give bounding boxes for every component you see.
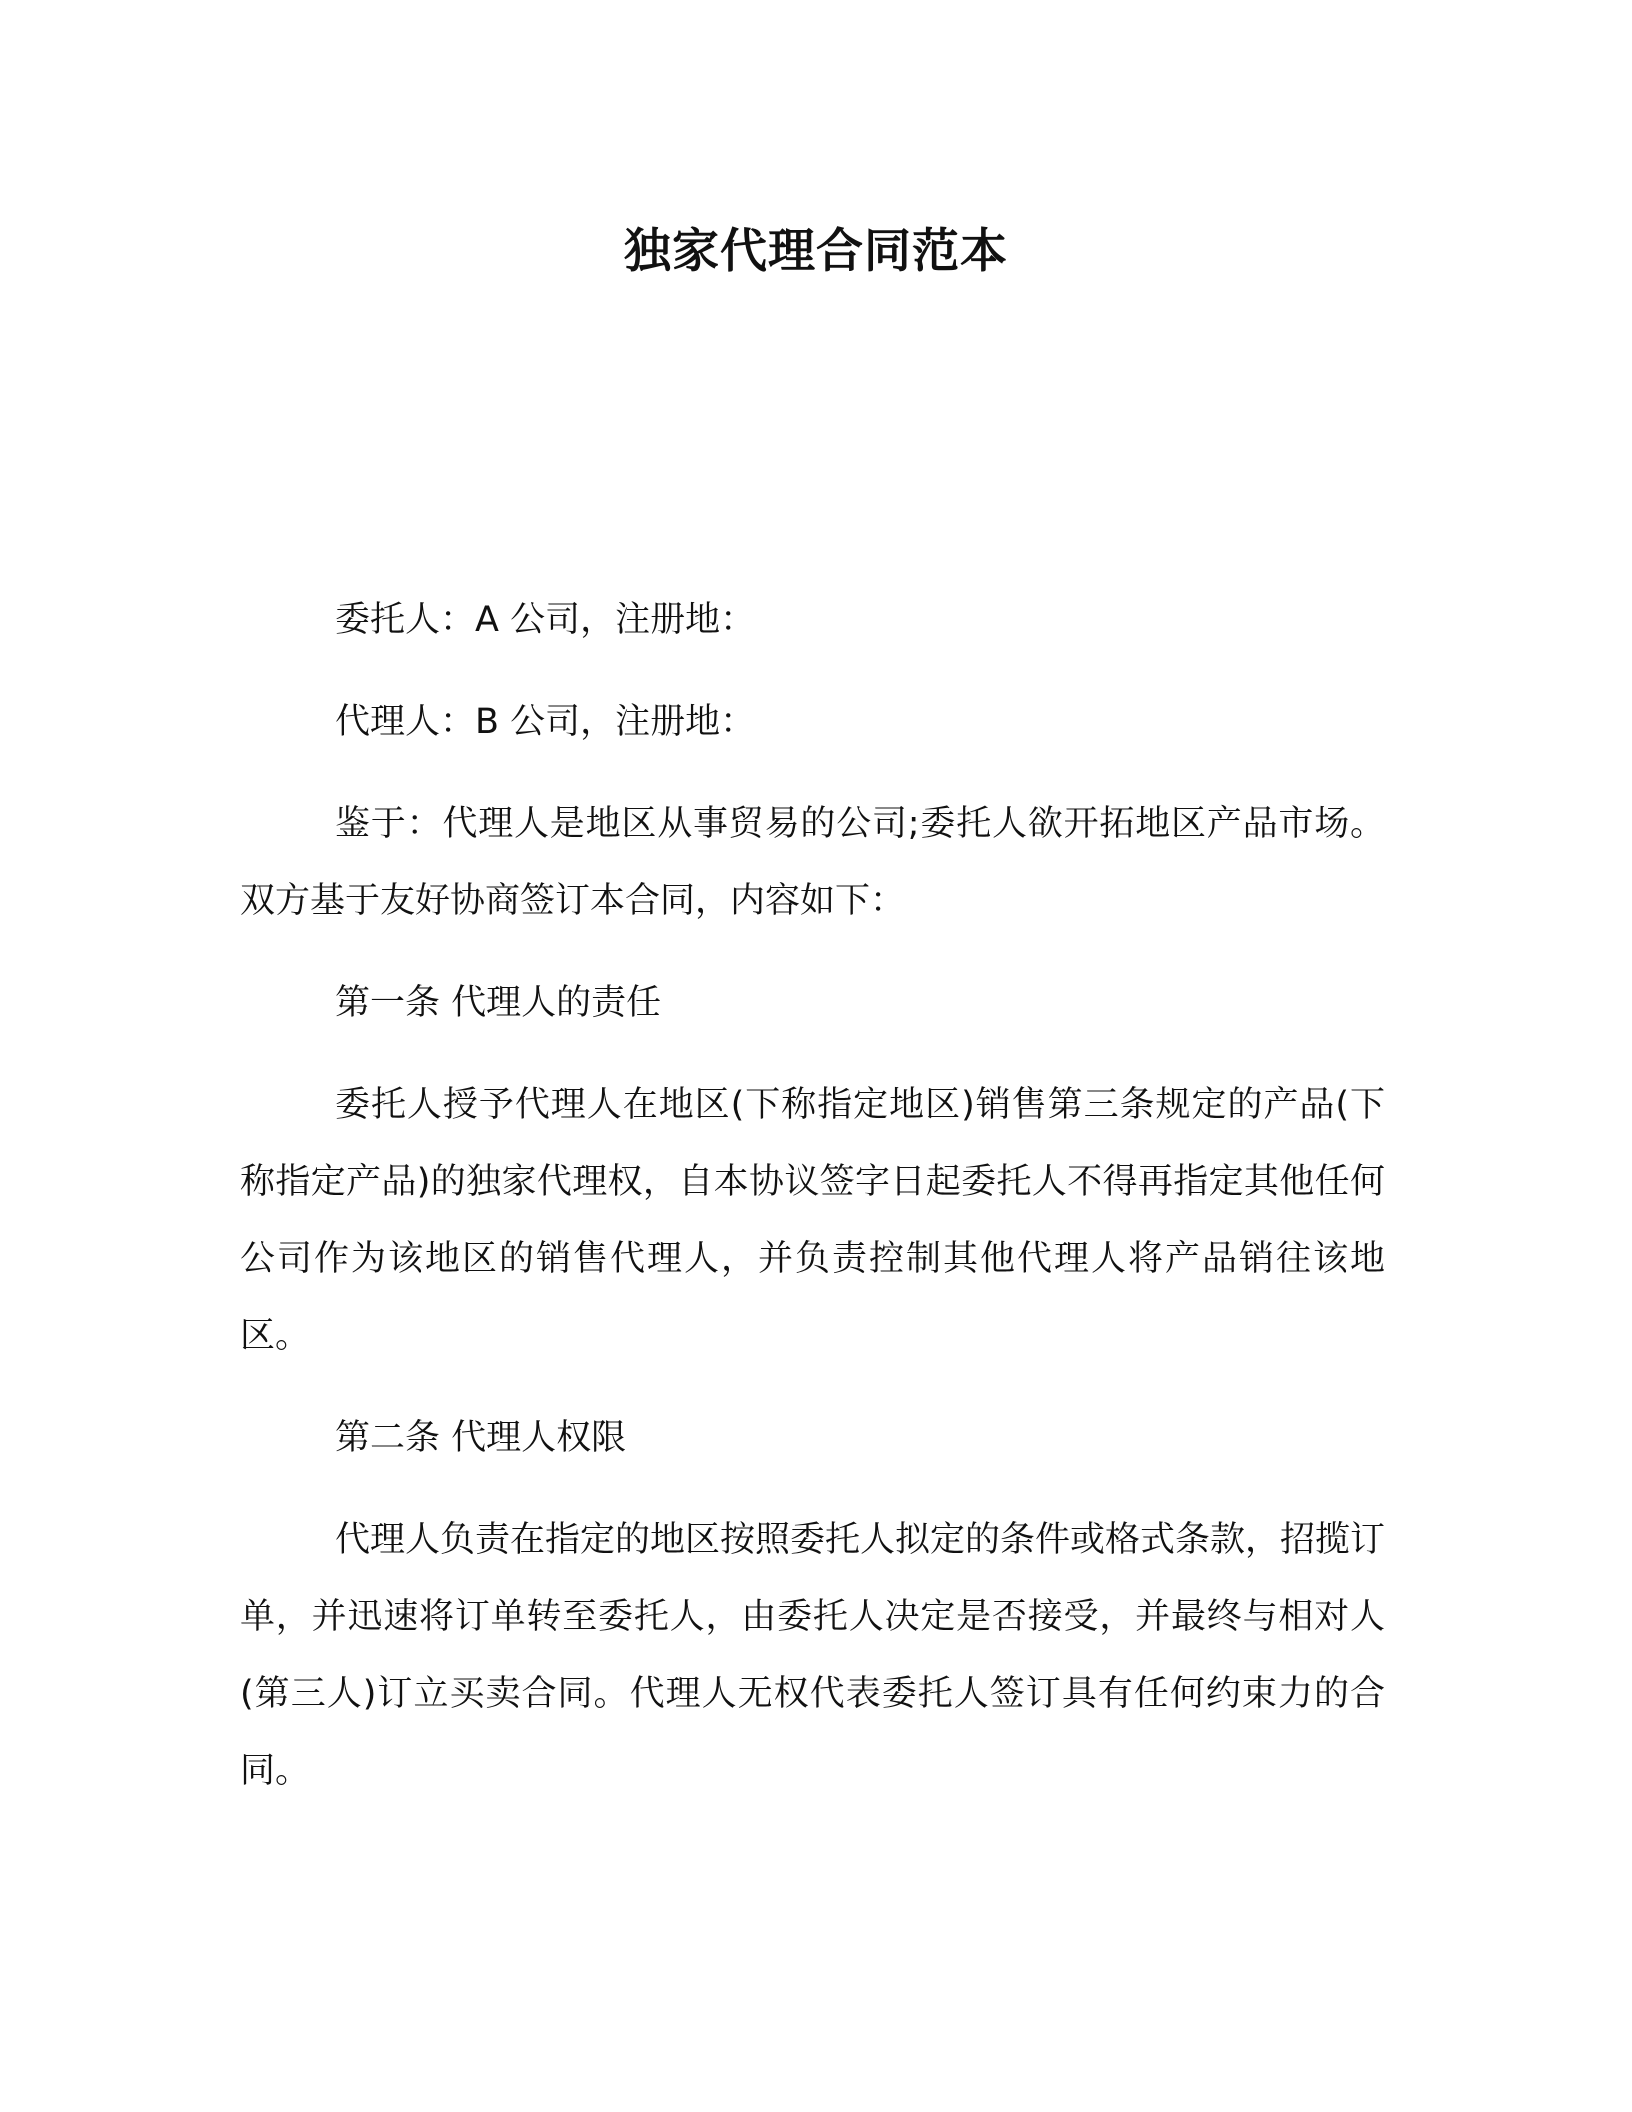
article-1-heading: 第一条 代理人的责任	[335, 983, 662, 1023]
article-1-text: 委托人授予代理人在地区(下称指定地区)销售第三条规定的产品(下称指定产品)的独家代理权，自本协议签字日起委托人不得再指定其他任何公司作为该地区的销售代理人，并负责控制其他代理人将产品销往该地区。	[240, 1085, 1385, 1356]
paragraph-principal: 委托人：A 公司，注册地：	[335, 600, 756, 640]
paragraph-agent: 代理人：B 公司，注册地：	[335, 702, 756, 742]
paragraph-whereas: 鉴于：代理人是地区从事贸易的公司;委托人欲开拓地区产品市场。 双方基于友好协商签订本合同，内容如下：	[240, 804, 1385, 921]
article-2-heading: 第二条 代理人权限	[335, 1418, 627, 1458]
document-title: 独家代理合同范本	[624, 224, 1008, 279]
article-2-text: 代理人负责在指定的地区按照委托人拟定的条件或格式条款，招揽订单，并迅速将订单转至委托人，由委托人决定是否接受，并最终与相对人(第三人)订立买卖合同。代理人无权代表委托人签订具有任何约束力的合同。	[240, 1520, 1386, 1791]
